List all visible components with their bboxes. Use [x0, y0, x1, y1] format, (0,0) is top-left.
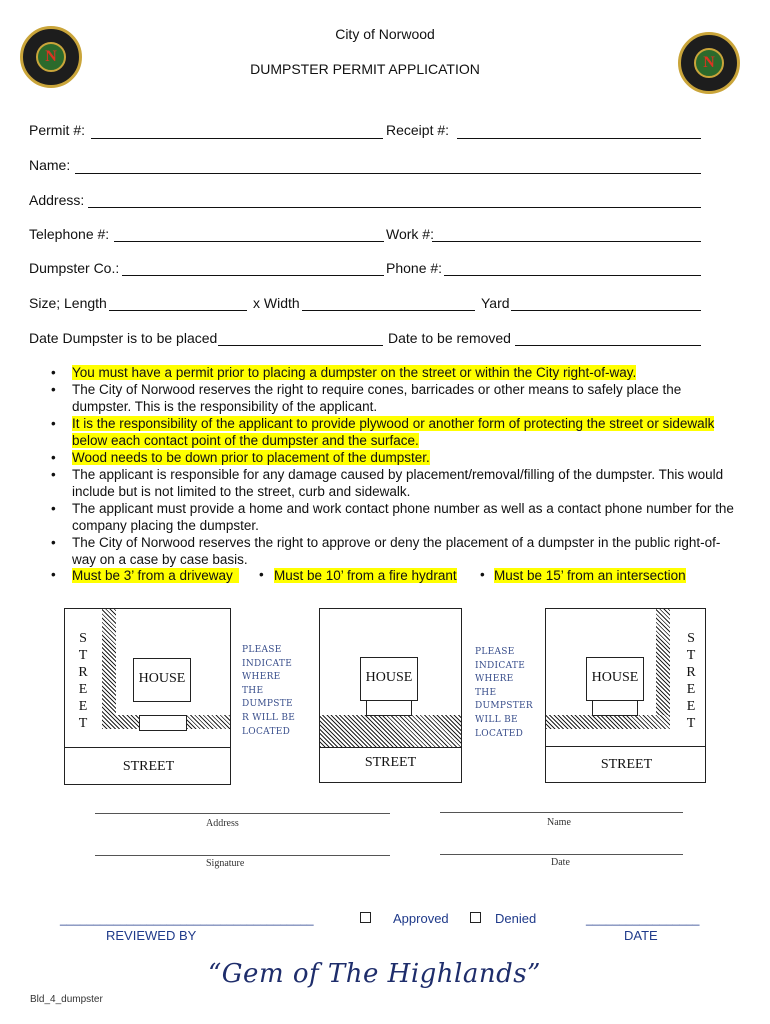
requirements-list — [48, 364, 744, 568]
yard-field[interactable] — [511, 310, 701, 311]
form-code: Bld_4_dumpster — [30, 994, 103, 1005]
date-placed-field[interactable] — [218, 345, 383, 346]
street-label: STREET — [600, 757, 653, 772]
sidewalk-hatch — [102, 609, 116, 729]
date-signature-line[interactable] — [440, 854, 683, 855]
work-label: Work #: — [386, 226, 434, 242]
street-vertical-label-left: S T R E E T — [78, 631, 88, 731]
step-box — [139, 715, 187, 731]
signature-line[interactable] — [95, 855, 390, 856]
name-signature-line[interactable] — [440, 812, 683, 813]
street-label: STREET — [122, 759, 175, 774]
denied-label: Denied — [495, 911, 537, 926]
dumpster-co-label: Dumpster Co.: — [29, 260, 120, 276]
city-motto: “Gem of The Highlands” — [208, 959, 541, 989]
bullet: • — [51, 567, 56, 582]
sidewalk-hatch — [656, 609, 670, 729]
house-box: HOUSE — [360, 657, 418, 701]
receipt-field[interactable] — [457, 138, 701, 139]
diagram-street-bottom — [319, 608, 462, 783]
house-box: HOUSE — [133, 658, 191, 702]
seal-letter: N — [45, 48, 57, 65]
date-placed-label: Date Dumpster is to be placed — [29, 330, 218, 346]
telephone-label: Telephone #: — [29, 226, 110, 242]
phone-label: Phone #: — [386, 260, 443, 276]
permit-field[interactable] — [91, 138, 383, 139]
address-signature-line[interactable] — [95, 813, 390, 814]
width-label: x Width — [253, 295, 300, 311]
bullet: • — [480, 567, 485, 582]
intersection-requirement: Must be 15’ from an intersection — [494, 568, 686, 583]
hydrant-requirement: Must be 10’ from a fire hydrant — [274, 568, 457, 583]
diagram-street-right — [545, 608, 706, 783]
bullet: • — [259, 567, 264, 582]
reviewed-by-label: REVIEWED BY — [106, 928, 197, 943]
approved-checkbox[interactable] — [360, 912, 371, 923]
address-field[interactable] — [88, 207, 701, 208]
sidewalk-hatch — [546, 715, 670, 729]
list-item: • You must have a permit prior to placing a dumpster on the street or within the City right-of-way. — [51, 365, 637, 380]
street-vertical-label-right: S T R E E T — [686, 631, 696, 731]
list-item: • Wood needs to be down prior to placement of the dumpster. — [51, 450, 430, 465]
list-item: • The applicant is responsible for any damage caused by placement/removal/filling of the dumpster. This would include but is not limited to the street, curb and sidewalk. — [51, 467, 724, 499]
telephone-field[interactable] — [114, 241, 384, 242]
width-field[interactable] — [302, 310, 475, 311]
house-box: HOUSE — [586, 657, 644, 701]
street-divider — [546, 746, 705, 747]
signature-caption: Signature — [206, 858, 245, 869]
name-caption: Name — [547, 817, 571, 828]
review-date-line[interactable]: _________________ — [586, 912, 700, 926]
indicate-note-2: PLEASE INDICATE WHERE THE DUMPSTER WILL BE LOCATED — [475, 647, 533, 739]
list-item: • The City of Norwood reserves the right to require cones, barricades or other means to safely place the dumpster. This is the responsibility of the applicant. — [51, 382, 682, 414]
page-title: DUMPSTER PERMIT APPLICATION — [250, 61, 480, 77]
list-item: • It is the responsibility of the applicant to provide plywood or another form of protecting the street or sidewalk below each contact point of the dumpster and the surface. — [51, 416, 715, 448]
street-divider — [65, 747, 230, 748]
permit-label: Permit #: — [29, 122, 86, 138]
reviewed-by-line[interactable]: ______________________________________ — [60, 912, 314, 926]
list-item: • The City of Norwood reserves the right to approve or deny the placement of a dumpster in the public right-of-way on a case by case basis. — [51, 535, 721, 567]
step-box — [592, 700, 638, 716]
date-removed-label: Date to be removed — [388, 330, 511, 346]
length-label: Size; Length — [29, 295, 107, 311]
address-caption: Address — [206, 818, 239, 829]
date-caption: Date — [551, 857, 570, 868]
city-name: City of Norwood — [335, 26, 435, 42]
phone-field[interactable] — [444, 275, 701, 276]
date-removed-field[interactable] — [515, 345, 701, 346]
seal-letter: N — [703, 54, 715, 71]
denied-checkbox[interactable] — [470, 912, 481, 923]
approved-label: Approved — [393, 911, 449, 926]
length-field[interactable] — [109, 310, 247, 311]
step-box — [366, 700, 412, 716]
review-date-label: DATE — [624, 928, 658, 943]
street-divider — [320, 747, 461, 748]
receipt-label: Receipt #: — [386, 122, 450, 138]
street-label: STREET — [364, 755, 417, 770]
dumpster-co-field[interactable] — [122, 275, 384, 276]
driveway-requirement: Must be 3’ from a driveway — [72, 568, 239, 583]
yard-label: Yard — [481, 295, 510, 311]
name-field[interactable] — [75, 173, 701, 174]
sidewalk-hatch — [320, 715, 461, 747]
address-label: Address: — [29, 192, 85, 208]
indicate-note-1: PLEASE INDICATE WHERE THE DUMPSTE R WILL BE LOCATED — [242, 645, 296, 737]
list-item: • The applicant must provide a home and work contact phone number as well as a contact phone number for the company placing the dumpster. — [51, 501, 734, 533]
work-field[interactable] — [432, 241, 701, 242]
name-label: Name: — [29, 157, 71, 173]
